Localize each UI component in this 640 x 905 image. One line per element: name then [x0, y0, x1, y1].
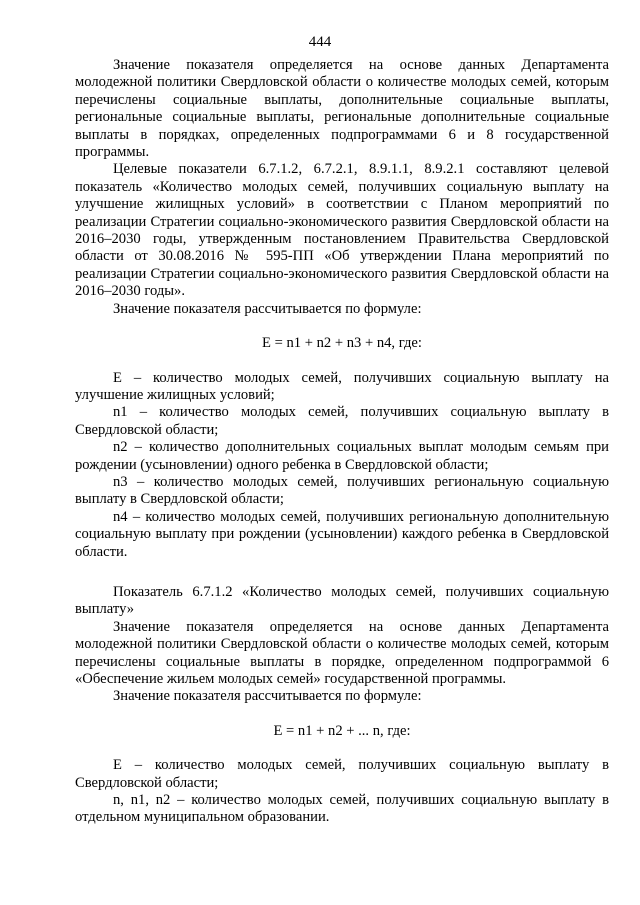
paragraph-indicator-source: Значение показателя определяется на основе данных Департамента молодежной политики Свердловской области о количестве молодых семей, которым перечислены социальные выплаты в порядке, определенном подпрограммой 6 «Обеспечение жильем молодых семей» государственной программы.	[75, 618, 609, 687]
definition-n1: n1 – количество молодых семей, получивших социальную выплату в Свердловской области;	[75, 404, 609, 438]
paragraph-source-description: Значение показателя определяется на основе данных Департамента молодежной политики Свердловской области о количестве молодых семей, которым перечислены социальные выплаты, дополнительные социальные выплаты, региональные социальные выплаты, региональные дополнительные социальные выплаты в порядках, определенных подпрограммами 6 и 8 государственной программы.	[75, 57, 609, 161]
document-body	[75, 57, 609, 827]
paragraph-target-indicators: Целевые показатели 6.7.1.2, 6.7.2.1, 8.9.1.1, 8.9.2.1 составляют целевой показатель «Количество молодых семей, получивших социальную выплату на улучшение жилищных условий» в соответствии с Планом мероприятий по реализации Стратегии социально-экономического развития Свердловской области на 2016–2030 годы, утвержденным постановлением Правительства Свердловской области от 30.08.2016 № 595-ПП «Об утверждении Плана мероприятий по реализации Стратегии социально-экономического развития Свердловской области на 2016–2030 годы».	[75, 161, 609, 300]
formula-1: E = n1 + n2 + n3 + n4, где:	[262, 335, 422, 352]
definition-n3: n3 – количество молодых семей, получивших региональную социальную выплату в Свердловской области;	[75, 473, 609, 508]
definition-n4: n4 – количество молодых семей, получивших региональную дополнительную социальную выплату при рождении (усыновлении) каждого ребенка в Свердловской области.	[75, 508, 609, 560]
paragraph-formula-intro: Значение показателя рассчитывается по формуле:	[113, 300, 422, 317]
indicator-heading: Показатель 6.7.1.2 «Количество молодых семей, получивших социальную выплату»	[75, 583, 609, 618]
definition-n2: n2 – количество дополнительных социальных выплат молодым семьям при рождении (усыновлении) одного ребенка в Свердловской области;	[75, 439, 609, 473]
definition-e-2: E – количество молодых семей, получивших социальную выплату в Свердловской области;	[75, 757, 609, 791]
definition-e: E – количество молодых семей, получивших социальную выплату на улучшение жилищных условий;	[75, 369, 609, 403]
paragraph-formula-intro-2: Значение показателя рассчитывается по формуле:	[113, 688, 422, 705]
page-number: 444	[308, 34, 332, 50]
definition-n-list: n, n1, n2 – количество молодых семей, получивших социальную выплату в отдельном муниципальном образовании.	[75, 792, 609, 826]
formula-2: E = n1 + n2 + ... n, где:	[273, 722, 411, 739]
